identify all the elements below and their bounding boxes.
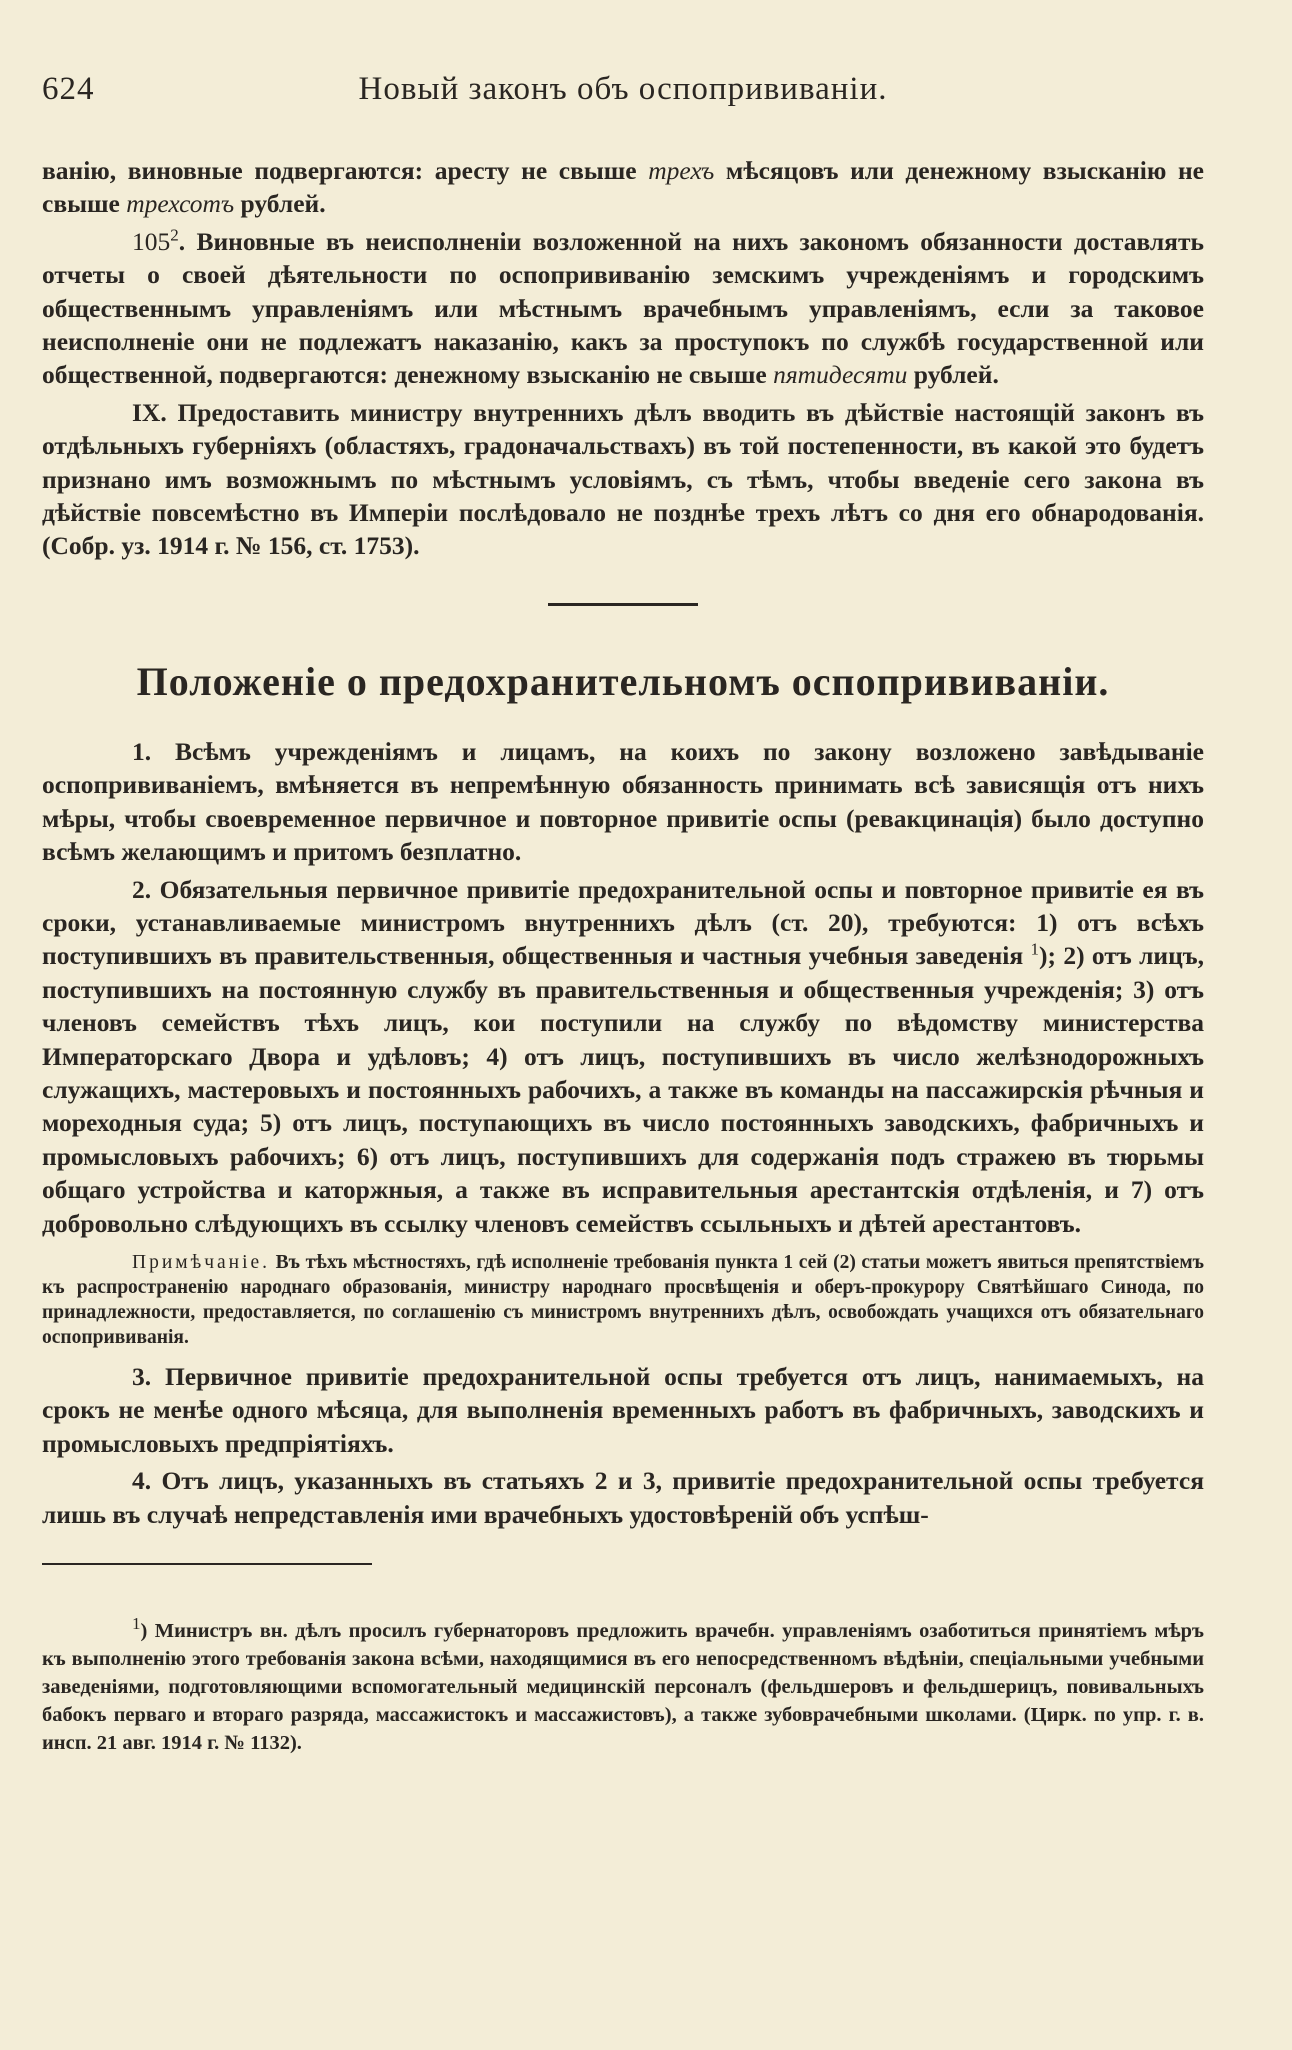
body-text-top	[42, 154, 1204, 563]
article-4: 4. Отъ лицъ, указанныхъ въ статьяхъ 2 и 3, привитіе предохранительной оспы требуется лишь въ случаѣ непредставленія ими врачебныхъ удостовѣреній объ успѣш-	[42, 1466, 1204, 1529]
footnote-rule	[42, 1563, 372, 1565]
italic-amount: трехсотъ	[126, 189, 235, 219]
page-number: 624	[42, 71, 95, 107]
note-block	[42, 1250, 1204, 1350]
article-1: 1. Всѣмъ учрежденіямъ и лицамъ, на коихъ по закону возложено завѣдываніе оспопрививаніемъ, вмѣняется въ непремѣнную обязанность принимать всѣ зависящія отъ нихъ мѣры, чтобы своевременное первичное и повторное привитіе оспы (ревакцинація) было доступно всѣмъ желающимъ и притомъ безплатно.	[42, 736, 1204, 867]
article-105-2: $105^2$. Виновные въ неисполненіи возложенной на нихъ закономъ обязанности доставлять отчеты о своей дѣятельности по оспопрививанію земскимъ учрежденіямъ и городскимъ общественнымъ управленіямъ или мѣстнымъ врачебнымъ управленіямъ, если за таковое неисполненіе они не подлежатъ наказанію, какъ за проступокъ по службѣ государственной или общественной, подвергаются: денежному взысканію не свыше пятидесяти рублей.	[42, 225, 1204, 390]
article-2: 2. Обязательныя первичное привитіе предохранительной оспы и повторное привитіе ея въ сроки, устанавливаемые министромъ внутреннихъ дѣлъ (ст. 20), требуются: 1) отъ всѣхъ поступившихъ въ правительственныя, общественныя и частныя учебныя заведенія $^1$); 2) отъ лицъ, поступившихъ на постоянную службу въ правительственныя и общественныя учрежденія; 3) отъ членовъ семействъ тѣхъ лицъ, кои поступили на службу по вѣдомству министерства Императорскаго Двора и удѣловъ; 4) отъ лицъ, поступившихъ въ число желѣзнодорожныхъ служащихъ, мастеровыхъ и постоянныхъ рабочихъ, а также въ команды на пассажирскія рѣчныя и мореходныя суда; 5) отъ лицъ, поступающихъ въ число постоянныхъ заводскихъ, фабричныхъ и промысловыхъ рабочихъ; 6) отъ лицъ, поступившихъ для содержанія подъ стражею въ тюрьмы общаго устройства и каторжныя, а также въ исправительныя арестантскія отдѣленія, и 7) отъ добровольно слѣдующихъ въ ссылку членовъ семействъ ссыльныхъ и дѣтей арестантовъ.	[42, 874, 1204, 1238]
body-text-articles	[42, 735, 1204, 1240]
article-3: 3. Первичное привитіе предохранительной оспы требуется отъ лицъ, нанимаемыхъ, на срокъ не менѣе одного мѣсяца, для выполненія временныхъ работъ въ фабричныхъ, заводскихъ и промысловыхъ предпріятіяхъ.	[42, 1361, 1204, 1458]
footnote-marker: 1	[132, 1614, 141, 1634]
running-title: Новый законъ объ оспопрививаніи.	[358, 71, 888, 107]
body-text-articles-2	[42, 1360, 1204, 1531]
note-label: Примѣчаніе.	[132, 1251, 271, 1273]
note-text: Въ тѣхъ мѣстностяхъ, гдѣ исполненіе требованія пункта 1 сей (2) статьи можетъ явиться препятствіемъ къ распространенію народнаго образованія, министру народнаго просвѣщенія и оберъ-прокурору Святѣйшаго Синода, по принадлежности, предоставляется, по соглашенію съ министромъ внутреннихъ дѣлъ, освобождать учащихся отъ обязательнаго оспопрививанія.	[42, 1251, 1204, 1348]
section-title: Положеніе о предохранительномъ оспопрививаніи.	[136, 658, 1110, 704]
footnote	[42, 1614, 1204, 1757]
paragraph-continuation: ванію, виновные подвергаются: аресту не свыше трехъ мѣсяцовъ или денежному взысканію не свыше трехсотъ рублей.	[42, 156, 1204, 219]
clause-ix: IX. Предоставить министру внутреннихъ дѣлъ вводить въ дѣйствіе настоящій законъ въ отдѣльныхъ губерніяхъ (областяхъ, градоначальствахъ) въ той постепенности, въ какой это будетъ признано имъ возможнымъ по мѣстнымъ условіямъ, съ тѣмъ, чтобы введеніе сего закона въ дѣйствіе повсемѣстно въ Имперіи послѣдовало не позднѣе трехъ лѣтъ со дня его обнародованія. (Собр. уз. 1914 г. № 156, ст. 1753).	[42, 397, 1204, 561]
footnote-ref: 1	[1030, 939, 1039, 959]
running-header	[42, 62, 1204, 116]
document-page	[42, 62, 1204, 1757]
italic-amount: пятидесяти	[773, 360, 908, 390]
section-divider	[548, 603, 698, 606]
footnote-text: ) Министръ вн. дѣлъ просилъ губернаторовъ предложить врачебн. управленіямъ озаботиться принятіемъ мѣръ къ выполненію этого требованія закона всѣми, находящимися въ его непосредственномъ вѣдѣніи, спеціальными учебными заведеніями, подготовляющими вспомогательный медицинскій персоналъ (фельдшеровъ и фельдшерицъ, повивальныхъ бабокъ перваго и втораго разряда, массажистокъ и массажистовъ), а также зубоврачебными школами. (Цирк. по упр. г. в. инсп. 21 авг. 1914 г. № 1132).	[42, 1620, 1204, 1754]
italic-amount: трехъ	[648, 156, 715, 185]
